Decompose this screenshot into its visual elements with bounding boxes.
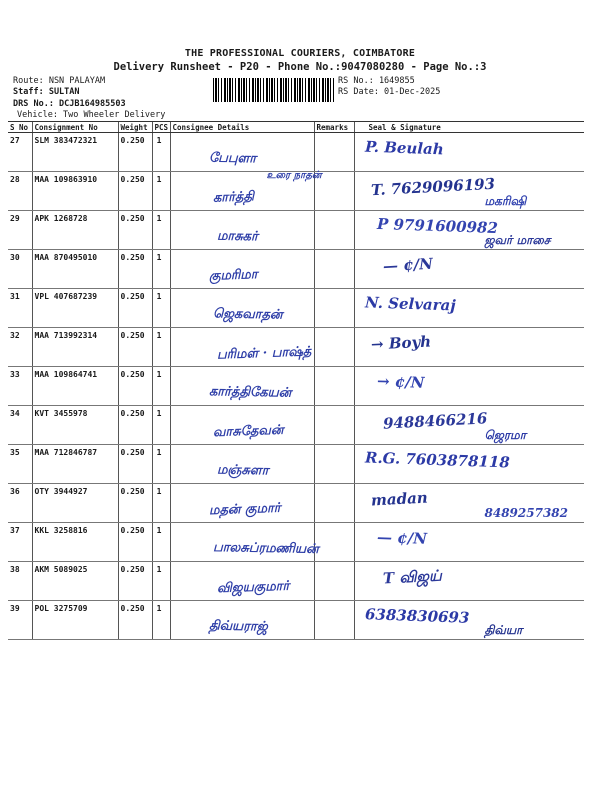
- remarks-cell: [314, 406, 354, 445]
- consignment-cell: APK 1268728: [32, 211, 118, 250]
- consignment-cell: VPL 407687239: [32, 289, 118, 328]
- table-row: [8, 250, 584, 289]
- consignment-cell: AKM 5089025: [32, 562, 118, 601]
- table-row: [8, 484, 584, 523]
- table-row: [8, 289, 584, 328]
- consignee-cell: [170, 445, 314, 484]
- remarks-cell: [314, 250, 354, 289]
- handwritten-signature-extra: 8489257382: [484, 506, 568, 520]
- consignee-cell: [170, 328, 314, 367]
- remarks-cell: [314, 445, 354, 484]
- sno-cell: 28: [8, 172, 32, 211]
- handwritten-signature: P. Beulah: [364, 137, 444, 159]
- col-remarks: Remarks: [314, 122, 354, 133]
- table-row: [8, 133, 584, 172]
- weight-cell: 0.250: [118, 562, 152, 601]
- pcs-cell: 1: [152, 445, 170, 484]
- consignee-cell: [170, 289, 314, 328]
- consignment-cell: MAA 109864741: [32, 367, 118, 406]
- signature-cell: [354, 484, 584, 523]
- handwritten-consignee-name: மாசுகர்: [216, 228, 258, 245]
- col-pcs: PCS: [152, 122, 170, 133]
- table-row: [8, 367, 584, 406]
- handwritten-signature: 6383830693: [364, 605, 470, 627]
- col-consignment: Consignment No: [32, 122, 118, 133]
- signature-cell: [354, 211, 584, 250]
- remarks-cell: [314, 211, 354, 250]
- remarks-cell: [314, 133, 354, 172]
- remarks-cell: [314, 328, 354, 367]
- weight-cell: 0.250: [118, 601, 152, 640]
- table-row: [8, 328, 584, 367]
- consignee-cell: [170, 523, 319, 562]
- sno-cell: 27: [8, 133, 32, 172]
- weight-cell: 0.250: [118, 406, 152, 445]
- table-header-row: [8, 122, 584, 133]
- table-row: [8, 172, 584, 211]
- vehicle-label: Vehicle: Two Wheeler Delivery: [17, 110, 166, 120]
- weight-cell: 0.250: [118, 289, 152, 328]
- rs-number: RS No.: 1649855: [338, 76, 415, 86]
- handwritten-consignee-name: பாலசுப்ரமணியன்: [212, 540, 319, 557]
- sno-cell: 35: [8, 445, 32, 484]
- table-row: [8, 211, 584, 250]
- consignment-cell: MAA 712846787: [32, 445, 118, 484]
- consignee-cell: [170, 484, 314, 523]
- pcs-cell: 1: [152, 406, 170, 445]
- handwritten-signature: — ¢/N: [382, 254, 433, 276]
- table-row: [8, 406, 584, 445]
- pcs-cell: 1: [152, 562, 170, 601]
- remarks-cell: [314, 367, 354, 406]
- signature-cell: [354, 445, 584, 484]
- consignment-cell: OTY 3944927: [32, 484, 118, 523]
- handwritten-consignee-name: பேபுளா: [208, 150, 256, 167]
- consignee-cell: [170, 250, 314, 289]
- remarks-cell: [314, 562, 354, 601]
- consignment-cell: POL 3275709: [32, 601, 118, 640]
- signature-cell: [354, 172, 584, 211]
- col-sno: S No: [8, 122, 32, 133]
- barcode: [213, 78, 334, 102]
- sno-cell: 37: [8, 523, 32, 562]
- sno-cell: 32: [8, 328, 32, 367]
- sno-cell: 30: [8, 250, 32, 289]
- handwritten-signature-extra: மகரிஷி: [484, 194, 527, 208]
- sno-cell: 29: [8, 211, 32, 250]
- handwritten-consignee-name: மதன் குமார்: [208, 500, 281, 519]
- sno-cell: 31: [8, 289, 32, 328]
- pcs-cell: 1: [152, 367, 170, 406]
- table-row: [8, 523, 584, 562]
- remarks-cell: [314, 289, 354, 328]
- consignment-cell: MAA 713992314: [32, 328, 118, 367]
- weight-cell: 0.250: [118, 328, 152, 367]
- signature-cell: [354, 601, 584, 640]
- handwritten-consignee-name: கார்த்தி: [212, 189, 254, 206]
- col-weight: Weight: [118, 122, 152, 133]
- pcs-cell: 1: [152, 523, 170, 562]
- signature-cell: [354, 289, 584, 328]
- handwritten-signature: N. Selvaraj: [364, 293, 456, 315]
- handwritten-signature-extra: ஜவர் மாசை: [484, 233, 551, 247]
- runsheet-subtitle: Delivery Runsheet - P20 - Phone No.:9047080280 - Page No.:3: [113, 61, 487, 73]
- handwritten-consignee-name: குமரிமா: [208, 267, 258, 284]
- pcs-cell: 1: [152, 133, 170, 172]
- signature-cell: [354, 328, 584, 367]
- handwritten-consignee-name: வாசுதேவன்: [212, 422, 284, 441]
- signature-cell: [354, 406, 584, 445]
- pcs-cell: 1: [152, 484, 170, 523]
- handwritten-consignee-note: உரை நாதன்: [266, 170, 322, 181]
- weight-cell: 0.250: [118, 250, 152, 289]
- weight-cell: 0.250: [118, 133, 152, 172]
- sno-cell: 33: [8, 367, 32, 406]
- handwritten-signature: — ¢/N: [376, 528, 427, 548]
- pcs-cell: 1: [152, 328, 170, 367]
- col-consignee: Consignee Details: [170, 122, 314, 133]
- handwritten-signature: T விஜய்: [382, 566, 442, 588]
- signature-cell: [354, 250, 584, 289]
- consignee-cell: [170, 170, 322, 211]
- remarks-cell: [314, 601, 354, 640]
- signature-cell: [354, 523, 584, 562]
- sno-cell: 39: [8, 601, 32, 640]
- weight-cell: 0.250: [118, 484, 152, 523]
- handwritten-signature-extra: திவ்யா: [484, 623, 523, 637]
- consignee-cell: [170, 562, 314, 601]
- weight-cell: 0.250: [118, 367, 152, 406]
- rs-date: RS Date: 01-Dec-2025: [338, 87, 441, 97]
- consignee-cell: [170, 406, 314, 445]
- pcs-cell: 1: [152, 250, 170, 289]
- consignment-cell: KVT 3455978: [32, 406, 118, 445]
- handwritten-consignee-name: கார்த்திகேயன்: [208, 384, 291, 401]
- route-label: Route: NSN PALAYAM: [13, 76, 106, 86]
- handwritten-signature: madan: [370, 488, 428, 510]
- table-row: [8, 601, 584, 640]
- pcs-cell: 1: [152, 172, 170, 211]
- consignment-cell: MAA 109863910: [32, 172, 118, 211]
- consignee-cell: [170, 211, 314, 250]
- runsheet-table: [8, 121, 584, 640]
- handwritten-signature: T. 7629096193: [370, 174, 495, 200]
- weight-cell: 0.250: [118, 445, 152, 484]
- sno-cell: 38: [8, 562, 32, 601]
- staff-label: Staff: SULTAN: [13, 87, 80, 97]
- handwritten-signature-extra: ஜெரமா: [484, 428, 526, 442]
- signature-cell: [354, 133, 584, 172]
- consignment-cell: MAA 870495010: [32, 250, 118, 289]
- consignee-cell: [170, 601, 314, 640]
- signature-cell: [354, 367, 584, 406]
- handwritten-consignee-name: விஜயகுமார்: [216, 578, 290, 597]
- weight-cell: 0.250: [118, 523, 152, 562]
- consignee-cell: [170, 133, 314, 172]
- handwritten-signature: → Boyh: [370, 332, 432, 354]
- sno-cell: 36: [8, 484, 32, 523]
- handwritten-signature: R.G. 7603878118: [364, 448, 510, 472]
- remarks-cell: [314, 484, 354, 523]
- drs-number: DRS No.: DCJB164985503: [13, 99, 126, 109]
- remarks-cell: [314, 523, 354, 562]
- consignment-cell: SLM 383472321: [32, 133, 118, 172]
- handwritten-consignee-name: ஜெகவாதன்: [212, 306, 283, 323]
- handwritten-consignee-name: பரிமள் · பாஷ்த்: [216, 344, 312, 363]
- company-title: THE PROFESSIONAL COURIERS, COIMBATORE: [184, 48, 416, 59]
- remarks-cell: [314, 172, 354, 211]
- signature-cell: [354, 562, 584, 601]
- table-row: [8, 562, 584, 601]
- weight-cell: 0.250: [118, 211, 152, 250]
- col-signature: Seal & Signature: [354, 122, 584, 133]
- consignment-cell: KKL 3258816: [32, 523, 118, 562]
- handwritten-signature: → ¢/N: [376, 372, 425, 392]
- table-row: [8, 445, 584, 484]
- pcs-cell: 1: [152, 601, 170, 640]
- handwritten-consignee-name: திவ்யராஜ்: [208, 618, 268, 635]
- sno-cell: 34: [8, 406, 32, 445]
- consignee-cell: [170, 367, 314, 406]
- handwritten-signature: 9488466216: [382, 409, 488, 433]
- pcs-cell: 1: [152, 211, 170, 250]
- weight-cell: 0.250: [118, 172, 152, 211]
- handwritten-signature: P 9791600982: [376, 214, 498, 238]
- pcs-cell: 1: [152, 289, 170, 328]
- handwritten-consignee-name: மஞ்சுளா: [216, 462, 269, 479]
